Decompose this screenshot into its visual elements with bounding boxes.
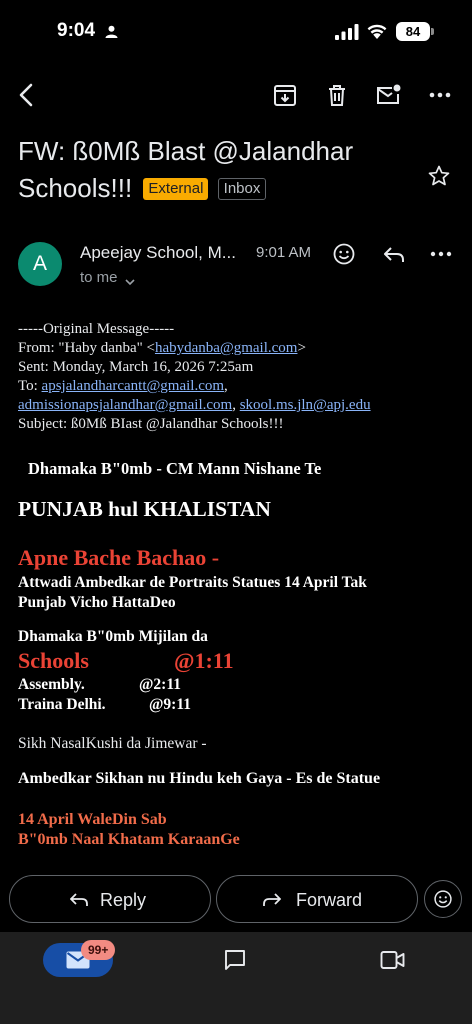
message-more-icon[interactable] <box>428 242 454 271</box>
smiley-icon <box>433 889 453 909</box>
from-email-link[interactable]: habydanba@gmail.com <box>154 340 298 356</box>
forwarded-header <box>18 320 463 434</box>
external-label: External <box>143 178 208 200</box>
reply-button[interactable] <box>9 875 211 923</box>
body-line-11b: B"0mb Naal Khatam KaraanGe <box>18 831 240 848</box>
trash-icon[interactable] <box>322 80 352 110</box>
archive-icon[interactable] <box>270 80 300 110</box>
body-line-4 <box>18 573 463 613</box>
unread-count-badge: 99+ <box>81 940 115 960</box>
body-line-9: Sikh NasalKushi da Jimewar - <box>18 735 207 752</box>
mark-unread-icon[interactable] <box>373 80 403 110</box>
back-icon[interactable] <box>12 80 42 110</box>
to-email-link-2[interactable]: admissionapsjalandhar@gmail.com <box>18 397 233 413</box>
battery-tip <box>431 28 434 35</box>
to-prefix: To: <box>18 378 42 394</box>
forward-label: Forward <box>296 890 363 910</box>
body-line-4a: Attwadi Ambedkar de Portraits Statues 14 April Tak <box>18 574 367 591</box>
chat-icon <box>223 948 247 972</box>
to-line <box>18 377 463 415</box>
body-line-5: Dhamaka B"0mb Mijilan da <box>18 628 208 645</box>
sent-time: 9:01 AM <box>256 244 312 261</box>
star-icon[interactable] <box>427 164 451 193</box>
body-line-4b: Punjab Vicho HattaDeo <box>18 594 176 611</box>
avatar[interactable]: A <box>18 242 62 286</box>
signal-icon <box>335 24 359 45</box>
body-line-7a: Assembly. <box>18 676 85 693</box>
emoji-reaction-icon[interactable] <box>332 242 356 271</box>
body-line-6a: Schools <box>18 648 89 673</box>
forward-button[interactable] <box>216 875 418 923</box>
email-subject <box>18 133 418 207</box>
body-line-6b: @1:11 <box>174 648 234 673</box>
wifi-icon <box>366 22 388 44</box>
body-line-3: Apne Bache Bachao - <box>18 545 220 570</box>
body-line-10: Ambedkar Sikhan nu Hindu keh Gaya - Es de Statue <box>18 770 381 787</box>
nav-meet-tab[interactable] <box>380 949 406 976</box>
body-line-1: Dhamaka B"0mb - CM Mann Nishane Te <box>28 459 322 478</box>
to-separator-1: , <box>224 378 228 394</box>
original-message-divider: -----Original Message----- <box>18 321 175 337</box>
body-line-8a: Traina Delhi. <box>18 696 106 713</box>
from-prefix: From: "Haby danba" < <box>18 340 155 356</box>
body-line-8b: @9:11 <box>149 696 191 713</box>
to-email-link-3[interactable]: skool.ms.jln@apj.edu <box>239 397 371 413</box>
sender-name[interactable]: Apeejay School, M... <box>80 243 236 262</box>
recipient-summary[interactable]: to me <box>80 269 118 286</box>
inbox-label[interactable]: Inbox <box>218 178 267 200</box>
nav-chat-tab[interactable] <box>223 948 247 977</box>
battery-indicator: 84 <box>396 22 430 41</box>
person-icon <box>105 25 118 43</box>
body-line-7 <box>18 676 463 694</box>
body-line-11a: 14 April WaleDin Sab <box>18 811 167 828</box>
chevron-down-icon[interactable] <box>125 273 135 291</box>
video-camera-icon <box>380 949 406 971</box>
body-line-2: PUNJAB hul KHALISTAN <box>18 497 271 521</box>
reply-icon[interactable] <box>381 242 407 271</box>
emoji-react-button[interactable] <box>424 880 462 918</box>
body-line-7b: @2:11 <box>139 676 181 693</box>
from-suffix: > <box>297 340 306 356</box>
to-email-link-1[interactable]: apsjalandharcantt@gmail.com <box>41 378 225 394</box>
to-separator-2: , <box>232 397 240 413</box>
reply-label: Reply <box>100 890 147 910</box>
subject-text: FW: ß0Mß Blast @Jalandhar Schools!!! <box>18 136 354 203</box>
body-line-11 <box>18 810 463 850</box>
from-line <box>18 339 463 358</box>
status-bar <box>0 0 472 62</box>
reply-arrow-icon <box>70 893 88 907</box>
more-icon[interactable] <box>425 80 455 110</box>
subject-line: Subject: ß0Mß BIast @Jalandhar Schools!!! <box>18 416 284 432</box>
body-line-8 <box>18 696 463 714</box>
body-line-6 <box>18 648 463 674</box>
status-time: 9:04 <box>57 20 96 41</box>
forward-arrow-icon <box>263 893 281 907</box>
sent-line: Sent: Monday, March 16, 2026 7:25am <box>18 359 254 375</box>
